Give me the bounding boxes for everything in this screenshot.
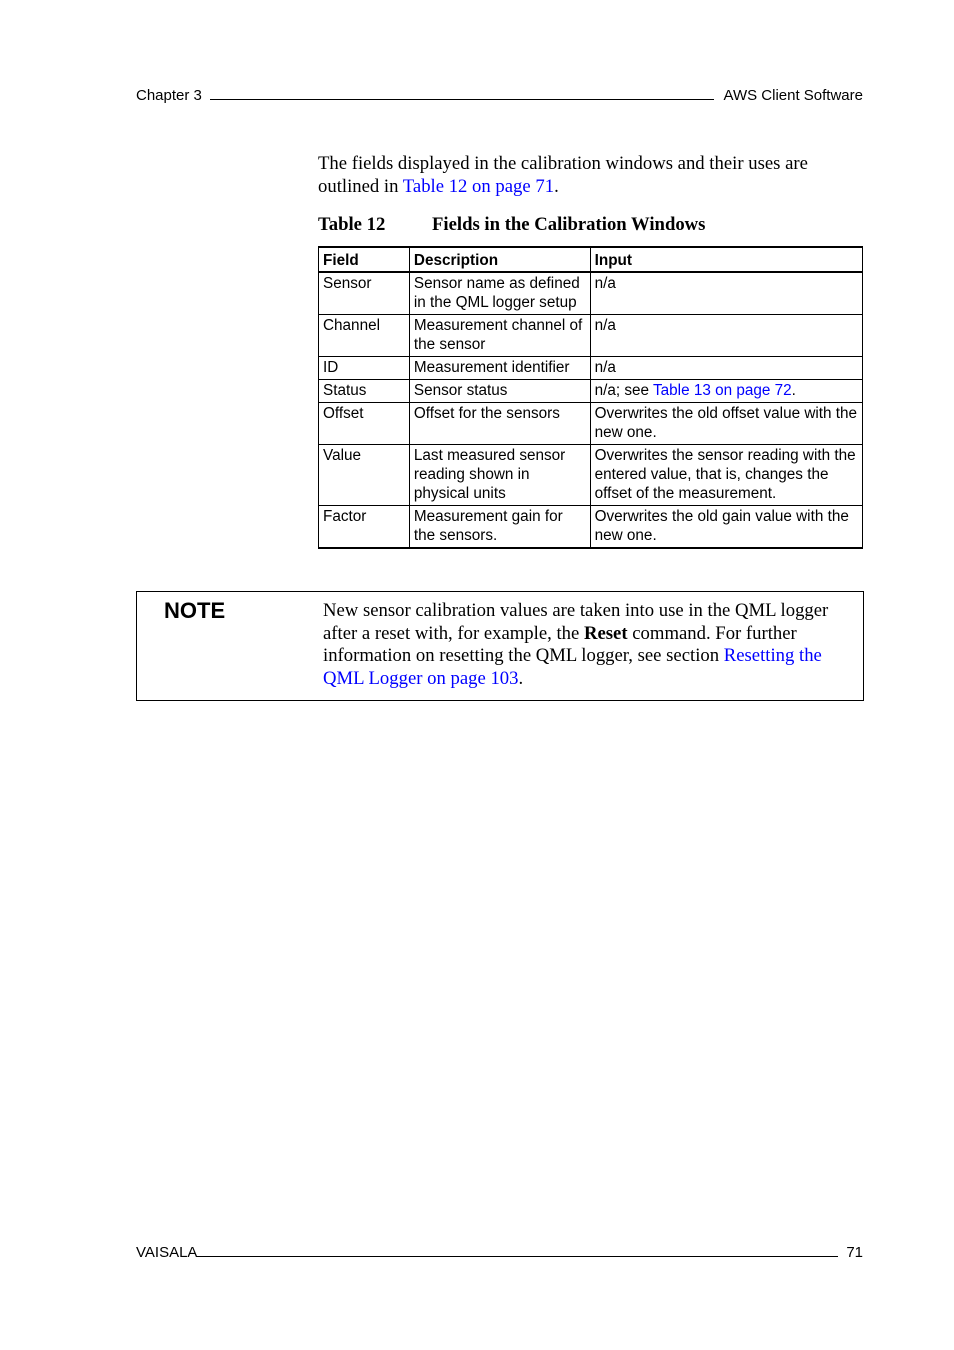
description-cell: Offset for the sensors — [409, 403, 590, 445]
page-number: 71 — [846, 1244, 863, 1261]
header-rule — [210, 86, 714, 100]
input-cell: n/a — [590, 272, 862, 315]
table-number: Table 12 — [318, 214, 386, 235]
field-cell: Value — [319, 445, 410, 506]
description-cell: Last measured sensor reading shown in physical units — [409, 445, 590, 506]
field-cell: Sensor — [319, 272, 410, 315]
input-cell: Overwrites the old gain value with the new one. — [590, 506, 862, 549]
table-row — [319, 357, 863, 380]
description-cell: Sensor status — [409, 380, 590, 403]
description-cell: Sensor name as defined in the QML logger setup — [409, 272, 590, 315]
input-text: n/a; see — [594, 382, 654, 399]
table-caption — [318, 214, 705, 236]
page-footer — [136, 1243, 863, 1261]
table-12-link[interactable]: Table 12 on page 71 — [402, 176, 555, 197]
intro-text-end: . — [554, 176, 559, 197]
header-title: AWS Client Software — [723, 87, 863, 104]
intro-paragraph — [318, 152, 863, 198]
note-label: NOTE — [164, 598, 226, 623]
field-cell: Offset — [319, 403, 410, 445]
field-cell: ID — [319, 357, 410, 380]
calibration-fields-table — [318, 246, 863, 549]
footer-rule — [197, 1243, 838, 1257]
field-cell: Status — [319, 380, 410, 403]
reset-command: Reset — [584, 622, 628, 644]
table-title: Fields in the Calibration Windows — [432, 214, 706, 235]
field-cell: Factor — [319, 506, 410, 549]
description-cell: Measurement identifier — [409, 357, 590, 380]
intro-text: The fields displayed in the calibration windows and their uses are outlined in — [318, 153, 808, 197]
table-header-row — [319, 247, 863, 272]
description-cell: Measurement channel of the sensor — [409, 315, 590, 357]
note-text-part: New sensor calibration values are taken into use in the QML logger after a reset with, for example, the — [323, 600, 829, 644]
table-13-link[interactable]: Table 13 on page 72 — [653, 382, 792, 399]
table-row — [319, 380, 863, 403]
note-text — [323, 600, 853, 690]
input-cell: n/a — [590, 315, 862, 357]
note-text-end: . — [518, 667, 524, 689]
note-box — [136, 591, 864, 701]
footer-company: VAISALA — [136, 1244, 198, 1261]
table-row — [319, 272, 863, 315]
table-row — [319, 403, 863, 445]
input-cell: Overwrites the sensor reading with the entered value, that is, changes the offset of the measurement. — [590, 445, 862, 506]
column-header-input: Input — [590, 247, 862, 272]
input-cell — [590, 380, 862, 403]
input-text-end: . — [791, 382, 796, 399]
input-cell: n/a — [590, 357, 862, 380]
input-cell: Overwrites the old offset value with the new one. — [590, 403, 862, 445]
chapter-label: Chapter 3 — [136, 87, 202, 104]
column-header-field: Field — [319, 247, 410, 272]
note-text-part: command. For further information on resetting the QML logger, see section — [323, 622, 797, 666]
page-header — [136, 86, 863, 104]
field-cell: Channel — [319, 315, 410, 357]
column-header-description: Description — [409, 247, 590, 272]
table-row — [319, 315, 863, 357]
table-row — [319, 506, 863, 549]
resetting-logger-link[interactable]: Resetting the QML Logger on page 103 — [323, 645, 822, 689]
description-cell: Measurement gain for the sensors. — [409, 506, 590, 549]
table-row — [319, 445, 863, 506]
